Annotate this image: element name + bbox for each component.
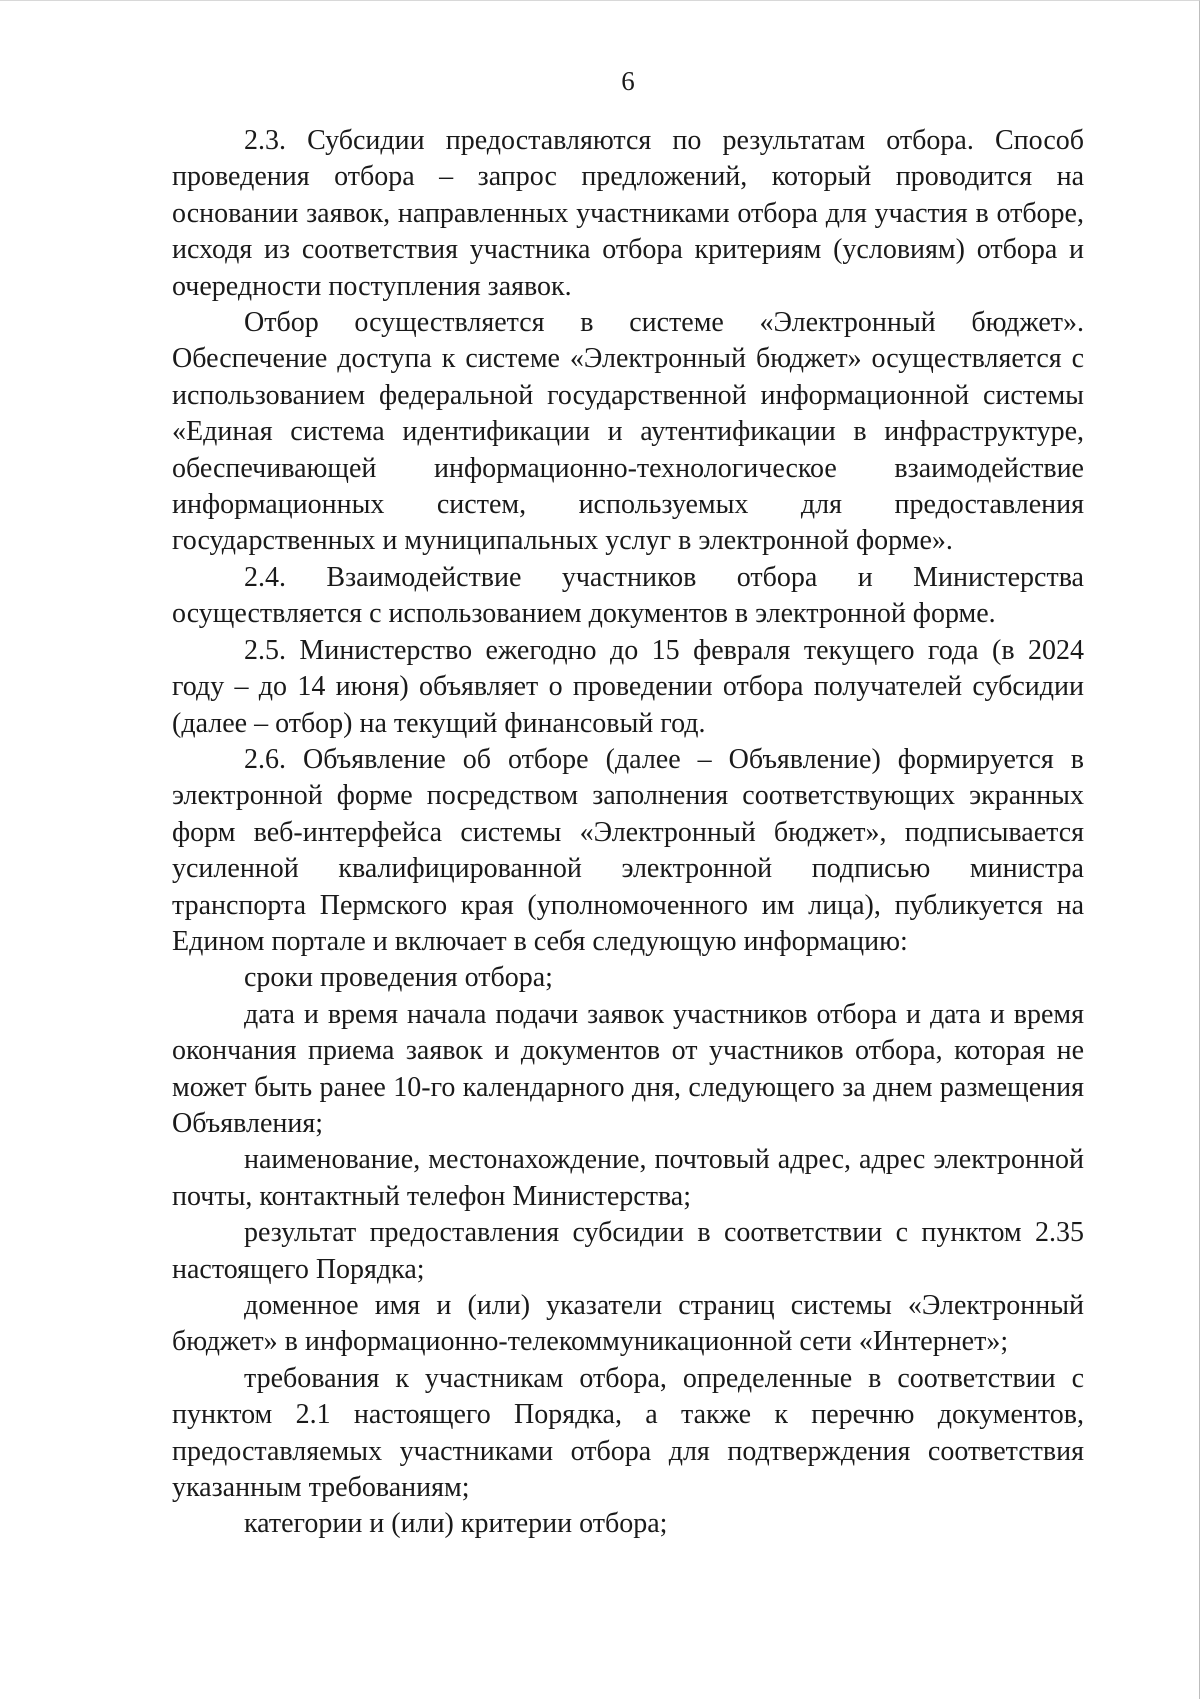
page-number: 6 — [621, 66, 635, 96]
paragraph-electronic-budget: Отбор осуществляется в системе «Электронный бюджет». Обеспечение доступа к системе «Электронный бюджет» осуществляется с использованием федеральной государственной информационной системы «Единая система идентификации и аутентификации в инфраструктуре, обеспечивающей информационно-технологическое взаимодействие информационных систем, используемых для предоставления государственных и муниципальных услуг в электронной форме». — [172, 307, 1084, 557]
list-item-participant-requirements: требования к участникам отбора, определенные в соответствии с пунктом 2.1 настоящего Порядка, а также к перечню документов, предоставляемых участниками отбора для подтверждения соответствия указанным требованиям; — [172, 1362, 1084, 1504]
list-item-selection-terms: сроки проведения отбора; — [244, 962, 553, 994]
paragraph-2-6: 2.6. Объявление об отборе (далее – Объявление) формируется в электронной форме посредством заполнения соответствующих экранных форм веб-интерфейса системы «Электронный бюджет», подписывается усиленной квалифицированной электронной подписью министра транспорта Пермского края (уполномоченного им лица), публикуется на Едином портале и включает в себя следующую информацию: — [172, 743, 1084, 957]
paragraph-2-5: 2.5. Министерство ежегодно до 15 февраля текущего года (в 2024 году – до 14 июня) объявляет о проведении отбора получателей субсидии (далее – отбор) на текущий финансовый год. — [172, 634, 1084, 739]
list-item-subsidy-result: результат предоставления субсидии в соответствии с пунктом 2.35 настоящего Порядка; — [172, 1217, 1084, 1285]
list-item-selection-criteria: категории и (или) критерии отбора; — [244, 1508, 668, 1540]
document-page — [0, 1, 1200, 1700]
document-body — [172, 123, 1084, 1543]
list-item-ministry-contacts: наименование, местонахождение, почтовый адрес, адрес электронной почты, контактный телефон Министерства; — [172, 1144, 1084, 1212]
list-item-application-dates: дата и время начала подачи заявок участников отбора и дата и время окончания приема заявок и документов от участников отбора, которая не может быть ранее 10-го календарного дня, следующего за днем размещения Объявления; — [172, 998, 1084, 1139]
paragraph-2-4: 2.4. Взаимодействие участников отбора и Министерства осуществляется с использованием документов в электронной форме. — [172, 561, 1084, 630]
list-item-domain-name: доменное имя и (или) указатели страниц системы «Электронный бюджет» в информационно-телекоммуникационной сети «Интернет»; — [172, 1290, 1084, 1358]
paragraph-2-3: 2.3. Субсидии предоставляются по результатам отбора. Способ проведения отбора – запрос предложений, который проводится на основании заявок, направленных участниками отбора для участия в отборе, исходя из соответствия участника отбора критериям (условиям) отбора и очередности поступления заявок. — [172, 125, 1084, 302]
